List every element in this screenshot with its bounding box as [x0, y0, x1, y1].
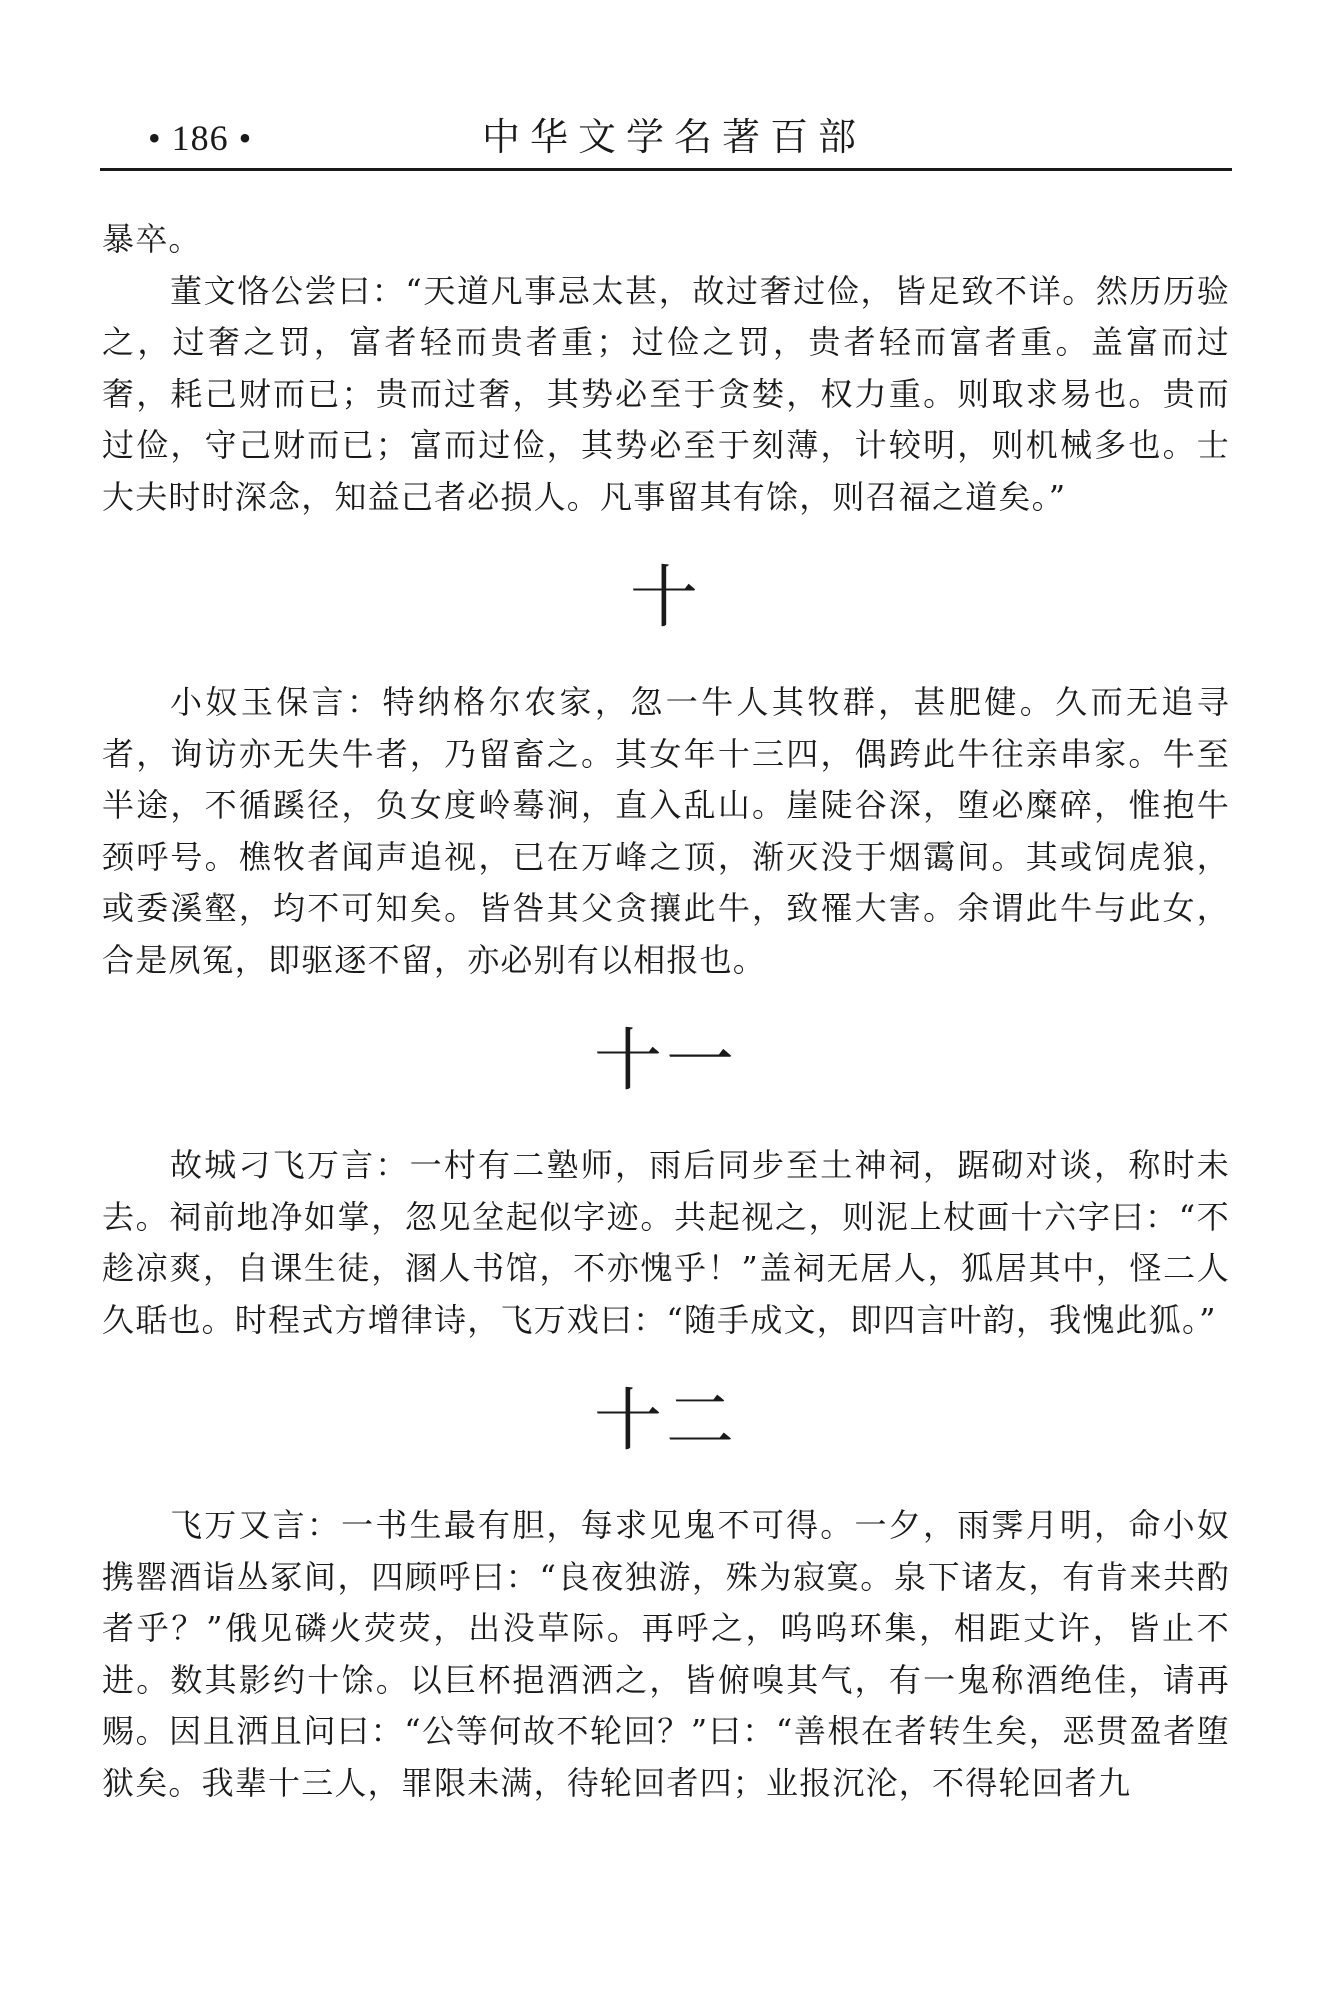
section-heading-11: 十一 — [593, 1022, 738, 1101]
page-body — [102, 214, 1230, 1809]
paragraph-scholar-ghosts: 飞万又言：一书生最有胆，每求见鬼不可得。一夕，雨霁月明，命小奴携罂酒诣丛冢间，四顾呼曰：“良夜独游，殊为寂寞。泉下诸友，有肯来共酌者乎？”俄见磷火荧荧，出没草际。再呼之，呜呜环集，相距丈许，皆止不进。数其影约十馀。以巨杯挹酒洒之，皆俯嗅其气，有一鬼称酒绝佳，请再赐。因且洒且问曰：“公等何故不轮回？”曰：“善根在者转生矣，恶贯盈者堕狱矣。我辈十三人，罪限未满，待轮回者四；业报沉沦，不得轮回者九 — [102, 1506, 1230, 1802]
book-title: 中华文学名著百部 — [481, 115, 866, 159]
section-heading-10: 十 — [629, 559, 702, 638]
page-header — [100, 110, 1232, 166]
header-divider — [100, 168, 1232, 171]
paragraph-continuation: 暴卒。 — [102, 220, 202, 258]
paragraph-diao-feiwan: 故城刁飞万言：一村有二塾师，雨后同步至土神祠，踞砌对谈，称时未去。祠前地净如掌，忽见坌起似字迹。共起视之，则泥上杖画十六字曰：“不趁凉爽，自课生徒，溷人书馆，不亦愧乎！”盖祠无居人，狐居其中，怪二人久聒也。时程式方增律诗，飞万戏曰：“随手成文，即四言叶韵，我愧此狐。” — [102, 1146, 1230, 1339]
section-heading-12: 十二 — [593, 1382, 738, 1461]
page-number: • 186 • — [148, 118, 253, 158]
paragraph-yubao: 小奴玉保言：特纳格尔农家，忽一牛人其牧群，甚肥健。久而无追寻者，询访亦无失牛者，乃留畜之。其女年十三四，偶跨此牛往亲串家。牛至半途，不循蹊径，负女度岭蓦涧，直入乱山。崖陡谷深，堕必糜碎，惟抱牛颈呼号。樵牧者闻声追视，已在万峰之顶，渐灭没于烟霭间。其或饲虎狼，或委溪壑，均不可知矣。皆咎其父贪攘此牛，致罹大害。余谓此牛与此女，合是夙冤，即驱逐不留，亦必别有以相报也。 — [102, 683, 1230, 979]
paragraph-dong-wenke: 董文恪公尝曰：“天道凡事忌太甚，故过奢过俭，皆足致不详。然历历验之，过奢之罚，富者轻而贵者重；过俭之罚，贵者轻而富者重。盖富而过奢，耗己财而已；贵而过奢，其势必至于贪婪，权力重。则取求易也。贵而过俭，守己财而已；富而过俭，其势必至于刻薄，计较明，则机械多也。士大夫时时深念，知益己者必损人。凡事留其有馀，则召福之道矣。” — [102, 271, 1230, 516]
